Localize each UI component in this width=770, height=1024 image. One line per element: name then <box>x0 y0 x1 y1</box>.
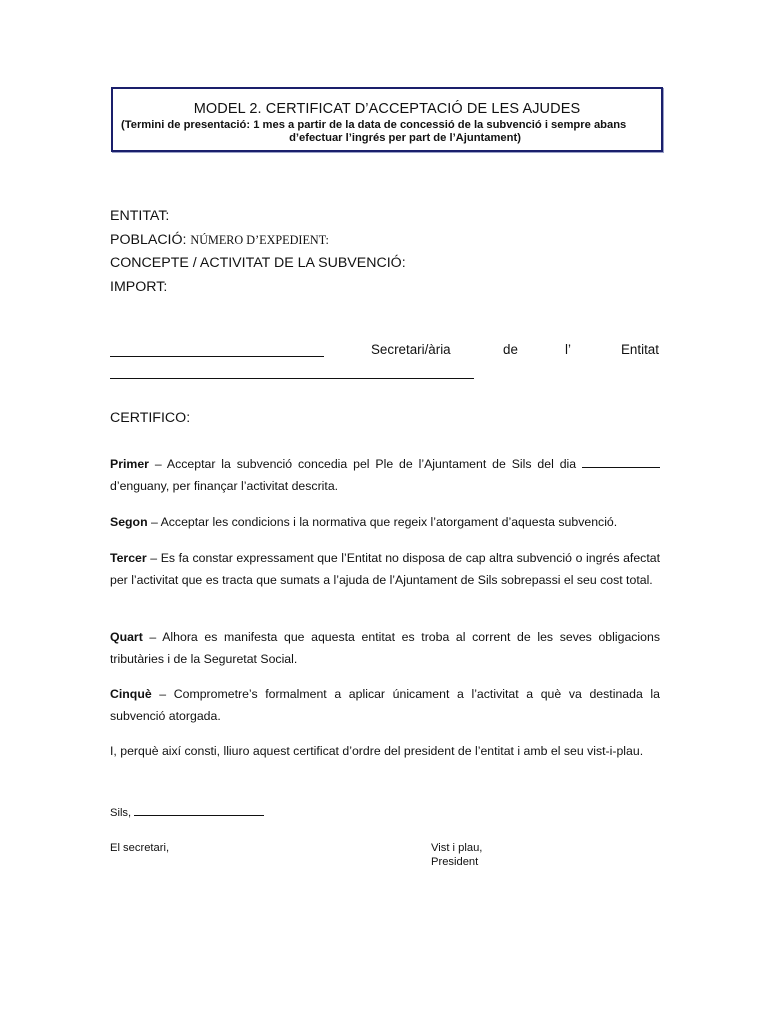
secretary-word: Secretari/ària <box>371 342 451 357</box>
certifico-heading: CERTIFICO: <box>110 410 191 426</box>
place-date-blank <box>134 804 264 816</box>
vist-i-plau: Vist i plau, <box>431 842 483 854</box>
date-blank <box>582 455 660 468</box>
clause-cinque <box>110 684 660 727</box>
closing-statement: I, perquè així consti, lliuro aquest certificat d’ordre del president de l’entitat i amb el seu vist-i-plau. <box>110 744 644 758</box>
place-label: Sils, <box>110 807 135 819</box>
segon-label: Segon <box>110 515 148 529</box>
header-box <box>111 87 663 152</box>
expedient-label: NÚMERO D’EXPEDIENT: <box>190 232 329 247</box>
clause-quart <box>110 627 660 670</box>
quart-text: – Alhora es manifesta que aquesta entitat es troba al corrent de les seves obligacions tributàries i de la Seguretat Social. <box>110 630 660 666</box>
segon-text: – Acceptar les condicions i la normativa que regeix l’atorgament d’aquesta subvenció. <box>147 515 618 529</box>
cinque-label: Cinquè <box>110 687 152 701</box>
clause-segon <box>110 512 660 534</box>
secretary-de: de <box>503 342 518 357</box>
deadline-line-1: (Termini de presentació: 1 mes a partir de la data de concessió de la subvenció i sempre abans <box>121 119 627 131</box>
secretary-row <box>357 342 660 360</box>
primer-label: Primer <box>110 457 149 471</box>
president-signature <box>431 842 482 869</box>
tercer-label: Tercer <box>110 551 147 565</box>
field-import: IMPORT: <box>110 278 168 295</box>
clause-primer <box>110 454 660 497</box>
quart-label: Quart <box>110 630 143 644</box>
clause-tercer <box>110 548 660 591</box>
place-date <box>110 804 264 821</box>
entity-fields <box>110 205 406 299</box>
deadline-line-2: d’efectuar l’ingrés per part de l’Ajuntament) <box>289 132 521 144</box>
secretary-entitat: Entitat <box>621 342 659 357</box>
document-title: MODEL 2. CERTIFICAT D’ACCEPTACIÓ DE LES AJUDES <box>193 101 581 117</box>
tercer-text: – Es fa constar expressament que l’Entitat no disposa de cap altra subvenció o ingrés afectat per l’activitat que es tracta que sumats a l’ajuda de l’Ajuntament de Sils sobrepassi el seu cost total. <box>110 551 660 587</box>
secretary-l: l’ <box>565 342 571 357</box>
primer-text-2: d’enguany, per finançar l’activitat descrita. <box>110 478 339 493</box>
field-concepte: CONCEPTE / ACTIVITAT DE LA SUBVENCIÓ: <box>110 255 406 271</box>
field-poblacio <box>110 229 406 253</box>
president-label: President <box>431 855 479 868</box>
primer-text: – Acceptar la subvenció concedia pel Ple de l’Ajuntament de Sils del dia <box>148 457 582 471</box>
poblacio-label: POBLACIÓ: <box>110 231 191 248</box>
cinque-text: – Comprometre’s formalment a aplicar únicament a l’activitat a què va destinada la subvenció atorgada. <box>110 687 660 723</box>
submission-deadline <box>121 119 655 145</box>
field-entitat: ENTITAT: <box>110 208 170 224</box>
entity-blank-line <box>110 378 474 379</box>
secretary-signature: El secretari, <box>110 842 170 854</box>
name-blank-line <box>110 356 324 357</box>
